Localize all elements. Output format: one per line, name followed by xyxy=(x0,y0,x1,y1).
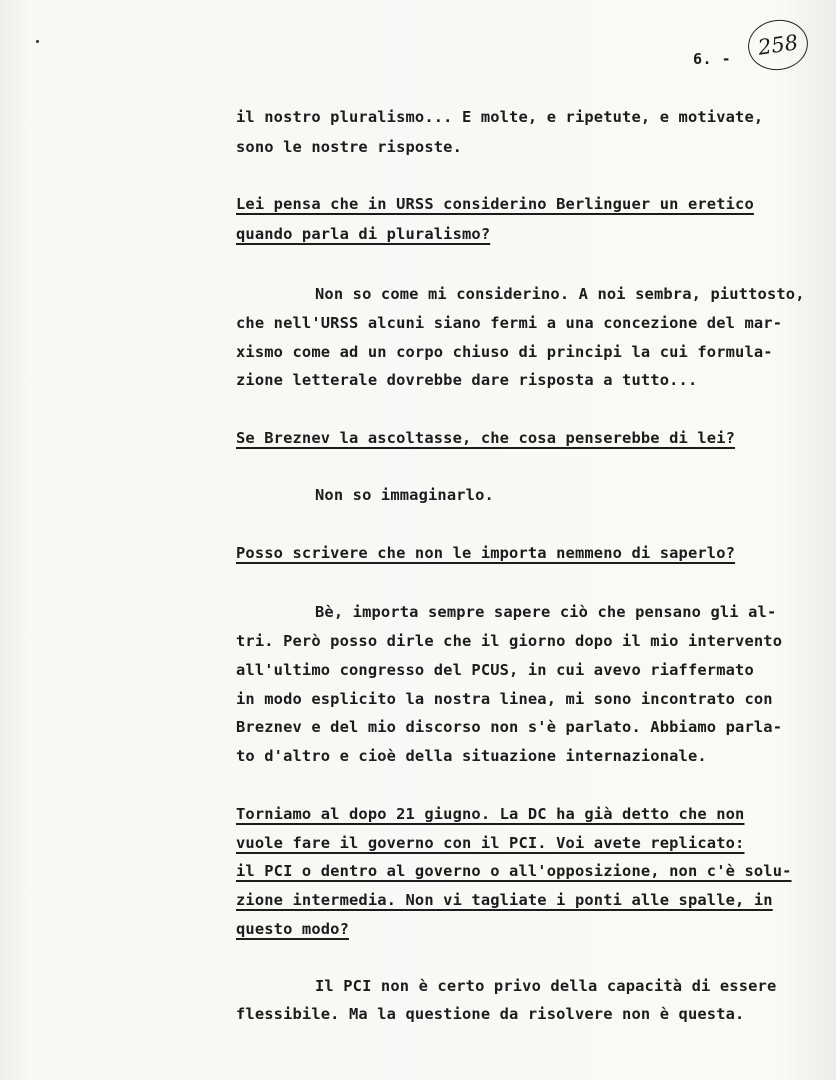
interview-question-line: Torniamo al dopo 21 giugno. La DC ha già detto che non xyxy=(236,805,745,823)
interview-question-line: Se Breznev la ascoltasse, che cosa penserebbe di lei? xyxy=(236,429,736,447)
archive-page-stamp: 258 xyxy=(745,16,811,74)
answer-line: Non so come mi considerino. A noi sembra, piuttosto, xyxy=(315,285,805,303)
answer-line: sono le nostre risposte. xyxy=(236,138,462,156)
interview-question-line: Posso scrivere che non le importa nemmeno di saperlo? xyxy=(236,544,736,562)
answer-line: flessibile. Ma la questione da risolvere non è questa. xyxy=(236,1005,745,1023)
paper-speck xyxy=(36,40,39,43)
interview-question-line: Lei pensa che in URSS considerino Berlinguer un eretico xyxy=(236,195,754,213)
answer-line: to d'altro e cioè della situazione internazionale. xyxy=(236,747,707,765)
interview-question-line: questo modo? xyxy=(236,920,349,938)
interview-question-line: quando parla di pluralismo? xyxy=(236,225,491,243)
interview-question-line: zione intermedia. Non vi tagliate i ponti alle spalle, in xyxy=(236,891,773,909)
answer-line: il nostro pluralismo... E molte, e ripetute, e motivate, xyxy=(236,108,764,126)
answer-line: Il PCI non è certo privo della capacità di essere xyxy=(315,977,777,995)
interview-question-line: vuole fare il governo con il PCI. Voi avete replicato: xyxy=(236,834,745,852)
answer-line: Breznev e del mio discorso non s'è parlato. Abbiamo parla- xyxy=(236,718,783,736)
answer-line: Non so immaginarlo. xyxy=(315,486,494,504)
page-number: 6. - xyxy=(693,50,732,68)
answer-line: xismo come ad un corpo chiuso di principi la cui formula- xyxy=(236,343,773,361)
answer-line: Bè, importa sempre sapere ciò che pensano gli al- xyxy=(315,603,777,621)
answer-line: in modo esplicito la nostra linea, mi sono incontrato con xyxy=(236,690,773,708)
answer-line: zione letterale dovrebbe dare risposta a tutto... xyxy=(236,371,698,389)
answer-line: che nell'URSS alcuni siano fermi a una concezione del mar- xyxy=(236,314,783,332)
answer-line: all'ultimo congresso del PCUS, in cui avevo riaffermato xyxy=(236,661,754,679)
answer-line: tri. Però posso dirle che il giorno dopo il mio intervento xyxy=(236,632,783,650)
interview-question-line: il PCI o dentro al governo o all'opposizione, non c'è solu- xyxy=(236,862,792,880)
